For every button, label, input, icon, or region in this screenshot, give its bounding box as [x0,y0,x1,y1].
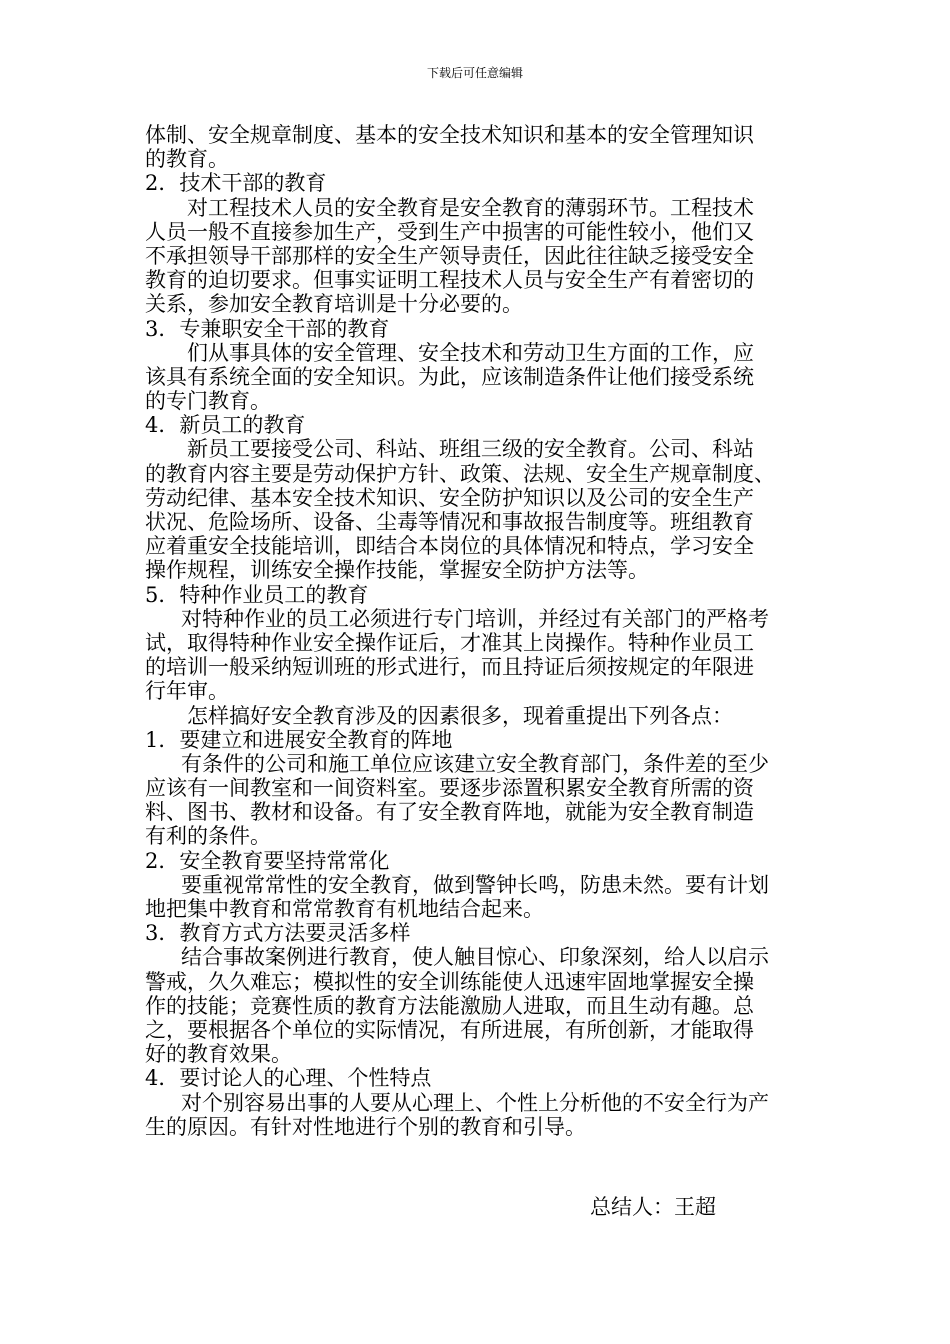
text-line: 3．教育方式方法要灵活多样 [145,921,411,946]
text-line: 的教育。 [145,147,229,172]
text-line: 要重视常常性的安全教育，做到警钟长鸣，防患未然。要有计划 [181,872,769,897]
text-line: 之，要根据各个单位的实际情况，有所进展，有所创新，才能取得 [145,1017,754,1042]
text-line: 4．要讨论人的心理、个性特点 [145,1066,432,1091]
text-line: 1．要建立和进展安全教育的阵地 [145,727,453,752]
text-line: 的教育内容主要是劳动保护方针、政策、法规、安全生产规章制度、 [145,461,775,486]
text-line: 状况、危险场所、设备、尘毒等情况和事故报告制度等。班组教育 [145,510,754,534]
text-line: 关系，参加安全教育培训是十分必要的。 [145,292,523,317]
text-line: 该具有系统全面的安全知识。为此，应该制造条件让他们接受系统 [145,364,754,389]
text-line: 警戒，久久难忘；模拟性的安全训练能使人迅速牢固地掌握安全操 [145,969,754,994]
text-line: 的专门教育。 [145,389,271,414]
text-line: 新员工要接受公司、科站、班组三级的安全教育。公司、科站 [187,437,754,462]
text-line: 不承担领导干部那样的安全生产领导责任，因此往往缺乏接受安全 [145,243,754,268]
text-line: 试，取得特种作业安全操作证后，才准其上岗操作。特种作业员工 [145,630,754,655]
document-body [145,123,817,1139]
text-line: 4．新员工的教育 [145,413,306,438]
text-line: 2．安全教育要坚持常常化 [145,848,390,873]
text-line: 5．特种作业员工的教育 [145,582,369,607]
text-line: 行年审。 [145,679,229,704]
text-line: 3．专兼职安全干部的教育 [145,316,390,341]
text-line: 对个别容易出事的人要从心理上、个性上分析他的不安全行为产 [181,1090,769,1115]
text-line: 2．技术干部的教育 [145,171,327,196]
text-line: 有利的条件。 [145,824,271,849]
text-line: 体制、安全规章制度、基本的安全技术知识和基本的安全管理知识 [145,123,754,147]
text-line: 人员一般不直接参加生产，受到生产中损害的可能性较小，他们又 [145,219,754,244]
text-line: 应该有一间教室和一间资料室。要逐步添置积累安全教育所需的资 [145,776,754,801]
text-line: 们从事具体的安全管理、安全技术和劳动卫生方面的工作，应 [187,340,754,365]
signature: 总结人：王超 [590,1195,716,1219]
page-header: 下载后可任意编辑 [426,66,523,80]
text-line: 对特种作业的员工必须进行专门培训，并经过有关部门的严格考 [181,606,769,631]
text-line: 教育的迫切要求。但事实证明工程技术人员与安全生产有着密切的 [145,268,754,293]
text-line: 应着重安全技能培训，即结合本岗位的具体情况和特点，学习安全 [145,534,754,559]
text-line: 操作规程，训练安全操作技能，掌握安全防护方法等。 [145,558,649,583]
text-line: 的培训一般采纳短训班的形式进行，而且持证后须按规定的年限进 [145,655,754,680]
text-line: 对工程技术人员的安全教育是安全教育的薄弱环节。工程技术 [187,195,754,220]
text-line: 结合事故案例进行教育，使人触目惊心、印象深刻，给人以启示 [181,945,769,970]
text-line: 劳动纪律、基本安全技术知识、安全防护知识以及公司的安全生产 [145,485,754,510]
text-line: 有条件的公司和施工单位应该建立安全教育部门，条件差的至少 [181,751,769,776]
text-line: 好的教育效果。 [145,1042,292,1067]
text-line: 作的技能；竞赛性质的教育方法能激励人进取，而且生动有趣。总 [145,993,754,1018]
text-line: 怎样搞好安全教育涉及的因素很多，现着重提出下列各点： [187,703,733,728]
text-line: 生的原因。有针对性地进行个别的教育和引导。 [145,1114,586,1139]
text-line: 地把集中教育和常常教育有机地结合起来。 [145,897,544,921]
text-line: 料、图书、教材和设备。有了安全教育阵地，就能为安全教育制造 [145,800,754,825]
